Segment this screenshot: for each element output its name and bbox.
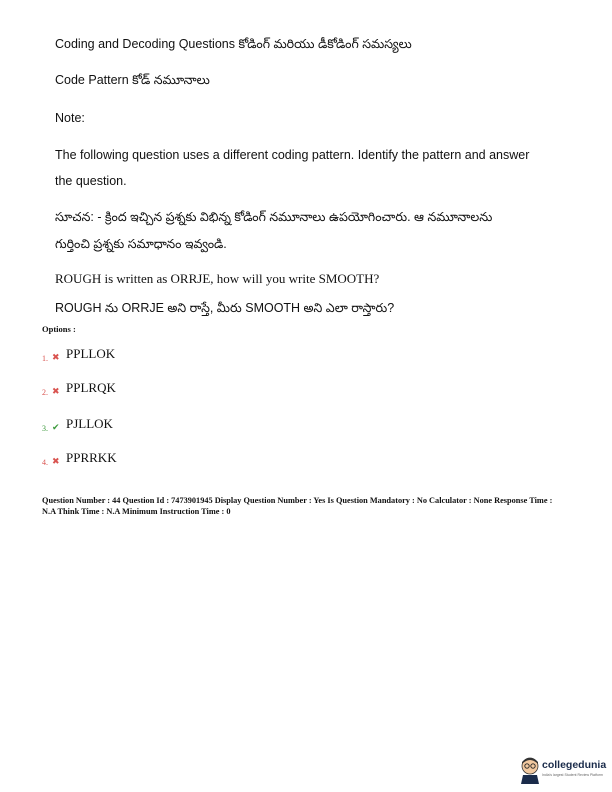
check-icon: ✔ [52,422,60,432]
option-text: PPLLOK [66,346,116,361]
logo-name: collegedunia [542,759,607,771]
code-pattern-label: Code Pattern కోడ్ నమూనాలు [55,73,210,87]
question-title: Coding and Decoding Questions కోడింగ్ మరియు డీకోడింగ్ సమస్యలు [55,37,412,51]
question-text-en: ROUGH is written as ORRJE, how will you write SMOOTH? [55,271,380,286]
option-number: 3. [42,424,48,433]
option-text: PJLLOK [66,416,113,431]
question-text-te: ROUGH ను ORRJE అని రాస్తే, మీరు SMOOTH అని ఎలా రాస్తారు? [55,301,395,315]
option-number: 4. [42,458,48,467]
instruction-te-line1: సూచన: - క్రింద ఇచ్చిన ప్రశ్నకు విభిన్న కోడింగ్ నమూనాలు ఉపయోగించారు. ఆ నమూనాలను [55,210,493,224]
options-label: Options : [42,324,76,334]
option-number: 1. [42,354,48,363]
option-text: PPRRKK [66,450,117,465]
logo-tagline: India's largest Student Review Platform [542,773,603,777]
instruction-en-line1: The following question uses a different coding pattern. Identify the pattern and answer [55,148,530,162]
cross-icon: ✖ [52,352,60,362]
question-metadata: Question Number : 44 Question Id : 7473901945 Display Question Number : Yes Is Question Mandatory : No Calculator : None Response Time : N.A Think Time : N.A Minimum Instruction Time : 0 [42,496,553,516]
cross-icon: ✖ [52,386,60,396]
note-label: Note: [55,111,85,125]
collegedunia-logo [519,756,609,784]
cross-icon: ✖ [52,456,60,466]
instruction-en-line2: the question. [55,174,127,188]
instruction-te-line2: గుర్తించి ప్రశ్నకు సమాధానం ఇవ్వండి. [55,237,227,251]
option-number: 2. [42,388,48,397]
option-text: PPLRQK [66,380,116,395]
mascot-icon [519,756,541,784]
